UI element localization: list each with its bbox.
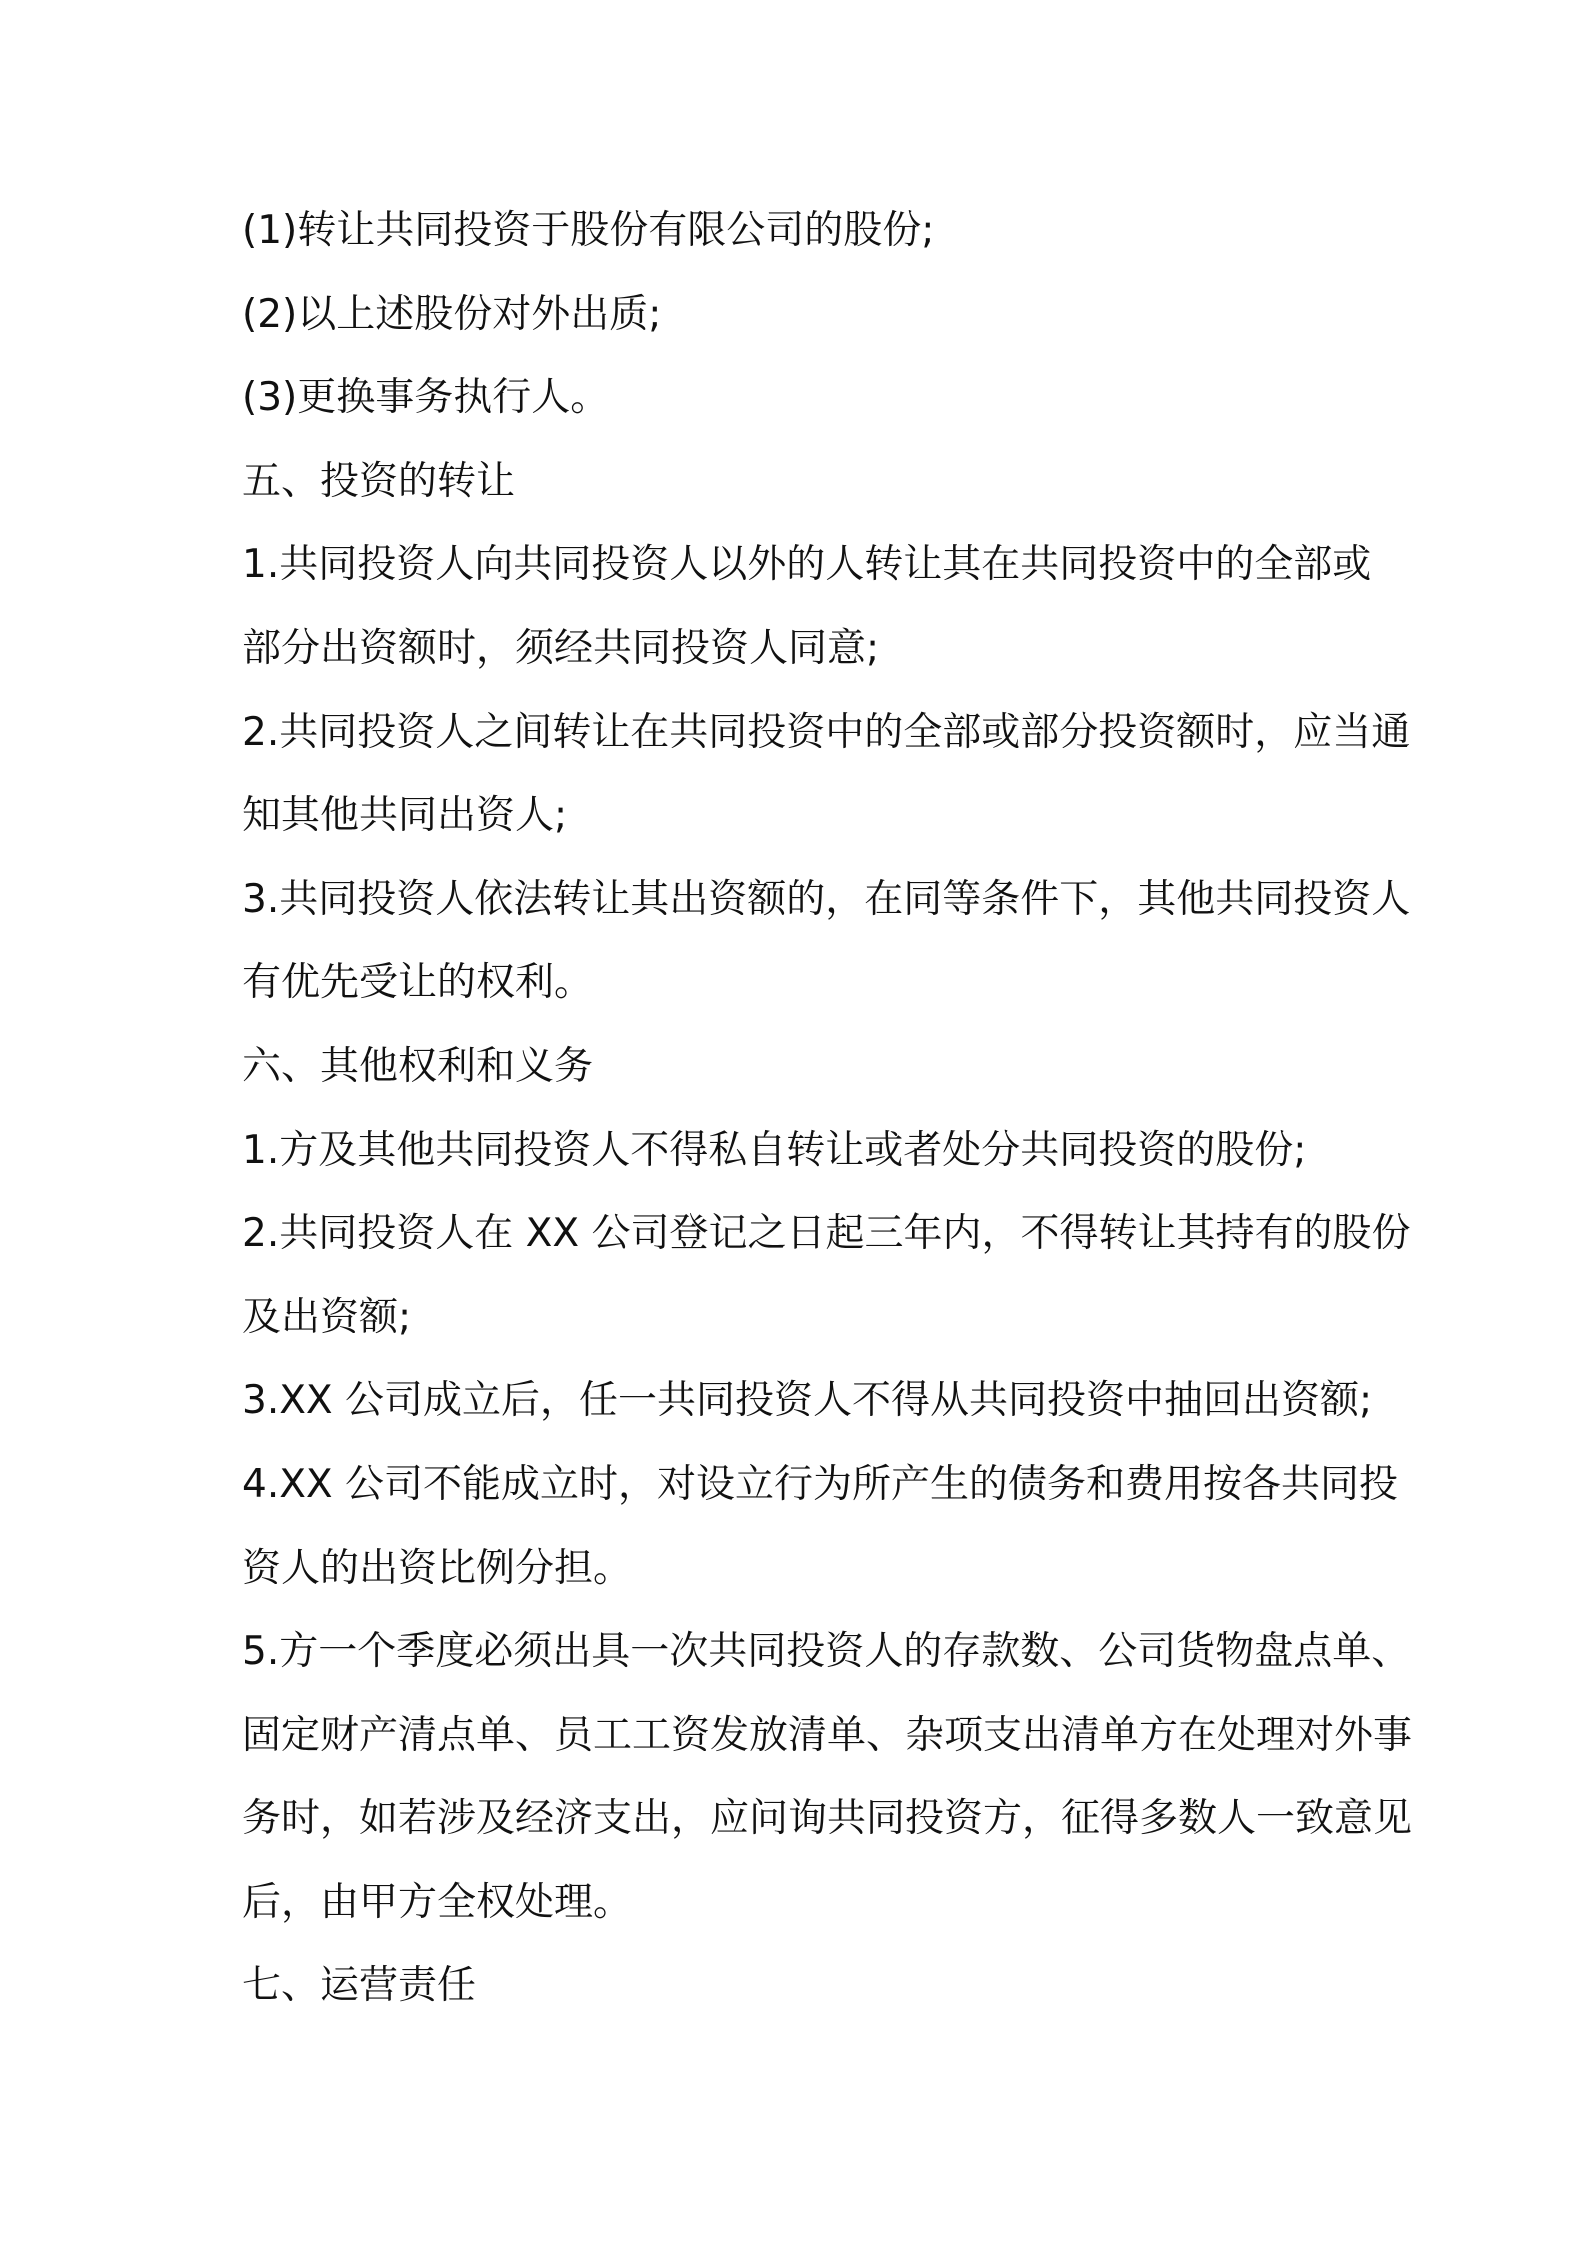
list-item <box>242 1610 1442 1944</box>
list-item <box>242 1192 1442 1359</box>
section-heading <box>242 440 1442 524</box>
list-item <box>242 273 1442 357</box>
list-item <box>242 523 1442 690</box>
section-heading <box>242 1025 1442 1109</box>
text-line: 3.共同投资人依法转让其出资额的，在同等条件下，其他共同投资人 <box>242 876 1411 922</box>
text-line: (1)转让共同投资于股份有限公司的股份; <box>242 208 935 253</box>
section-heading <box>242 1944 1442 2028</box>
text-line: 部分出资额时，须经共同投资人同意; <box>242 625 880 671</box>
text-line: 有优先受让的权利。 <box>242 960 594 1006</box>
text-line: 1.共同投资人向共同投资人以外的人转让其在共同投资中的全部或 <box>242 542 1372 588</box>
section-heading-text: 六、其他权利和义务 <box>242 1043 594 1089</box>
list-item <box>242 691 1442 858</box>
text-line: 后，由甲方全权处理。 <box>242 1879 633 1925</box>
text-line: (3)更换事务执行人。 <box>242 375 610 421</box>
list-item <box>242 858 1442 1025</box>
list-item <box>242 1109 1442 1193</box>
list-item <box>242 189 1442 273</box>
text-line: 务时，如若涉及经济支出，应问询共同投资方，征得多数人一致意见 <box>242 1796 1413 1842</box>
text-line: (2)以上述股份对外出质; <box>242 291 662 337</box>
text-line: 2.共同投资人之间转让在共同投资中的全部或部分投资额时，应当通 <box>242 709 1411 755</box>
text-line: 知其他共同出资人; <box>242 793 568 839</box>
text-line: 2.共同投资人在 XX 公司登记之日起三年内，不得转让其持有的股份 <box>242 1211 1411 1257</box>
text-line: 5.方一个季度必须出具一次共同投资人的存款数、公司货物盘点单、 <box>242 1629 1411 1675</box>
document-body <box>242 189 1442 2028</box>
text-line: 4.XX 公司不能成立时，对设立行为所产生的债务和费用按各共同投 <box>242 1461 1399 1507</box>
section-heading-text: 七、运营责任 <box>242 1963 477 2009</box>
text-line: 资人的出资比例分担。 <box>242 1545 633 1591</box>
text-line: 及出资额; <box>242 1294 412 1340</box>
section-heading-text: 五、投资的转让 <box>242 458 516 504</box>
text-line: 3.XX 公司成立后，任一共同投资人不得从共同投资中抽回出资额; <box>242 1378 1373 1424</box>
text-line: 1.方及其他共同投资人不得私自转让或者处分共同投资的股份; <box>242 1127 1307 1173</box>
list-item <box>242 1359 1442 1443</box>
list-item <box>242 1443 1442 1610</box>
list-item <box>242 356 1442 440</box>
text-line: 固定财产清点单、员工工资发放清单、杂项支出清单方在处理对外事 <box>242 1712 1413 1758</box>
